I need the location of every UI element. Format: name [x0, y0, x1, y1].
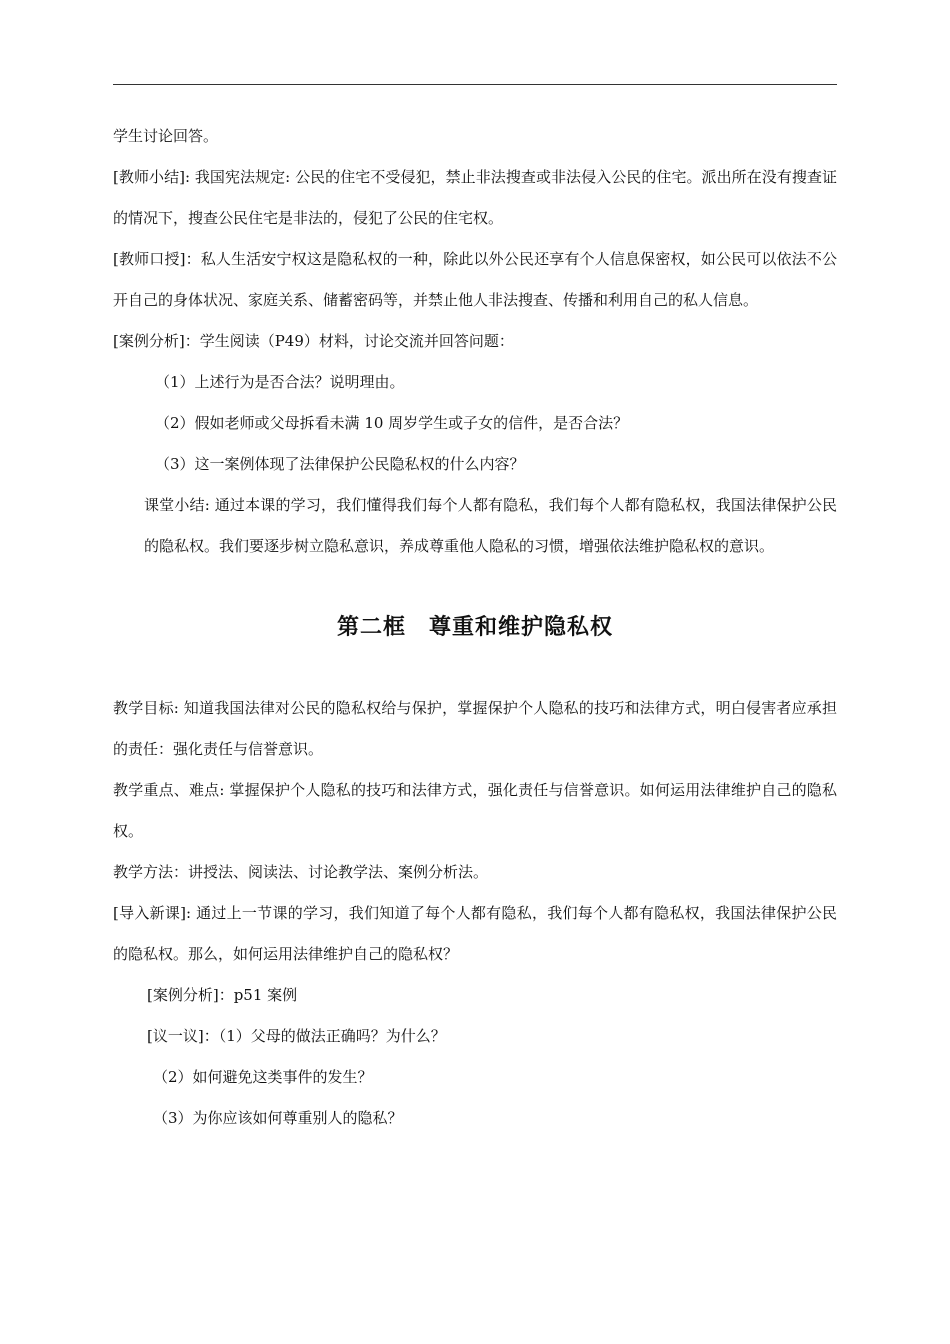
case-reference-line: [案例分析]：p51 案例: [147, 986, 298, 1004]
student-answer-line: 学生讨论回答。: [113, 127, 219, 145]
question-1: （1）上述行为是否合法？说明理由。: [155, 373, 405, 391]
teaching-method-paragraph: 教学方法：讲授法、阅读法、讨论教学法、案例分析法。: [113, 863, 489, 881]
case-analysis-paragraph: [案例分析]：学生阅读（P49）材料，讨论交流并回答问题：: [113, 332, 514, 350]
header-rule: [113, 84, 837, 85]
discussion-question-2: （2）如何避免这类事件的发生？: [153, 1068, 373, 1086]
section-title: 第二框 尊重和维护隐私权: [336, 615, 613, 640]
class-summary-paragraph: 课堂小结: 通过本课的学习，我们懂得我们每个人都有隐私，我们每个人都有隐私权，我国法律保护公民的隐私权。我们要逐步树立隐私意识，养成尊重他人隐私的习惯，增强依法维护隐私权的意识。: [144, 496, 837, 555]
document-body: [113, 116, 837, 1139]
teaching-goal-paragraph: 教学目标: 知道我国法律对公民的隐私权给与保护，掌握保护个人隐私的技巧和法律方式，明白侵害者应承担的责任：强化责任与信誉意识。: [113, 699, 837, 758]
teacher-summary-paragraph: [教师小结]: 我国宪法规定: 公民的住宅不受侵犯，禁止非法搜查或非法侵入公民的住宅。派出所在没有搜查证的情况下，搜查公民住宅是非法的，侵犯了公民的住宅权。: [113, 168, 837, 227]
question-3: （3）这一案例体现了法律保护公民隐私权的什么内容？: [155, 455, 525, 473]
discussion-question-1: [议一议]：（1）父母的做法正确吗？为什么？: [147, 1027, 446, 1045]
key-difficulty-paragraph: 教学重点、难点: 掌握保护个人隐私的技巧和法律方式，强化责任与信誉意识。如何运用法律维护自己的隐私权。: [113, 781, 837, 840]
intro-paragraph: [导入新课]: 通过上一节课的学习，我们知道了每个人都有隐私，我们每个人都有隐私权，我国法律保护公民的隐私权。那么，如何运用法律维护自己的隐私权？: [113, 904, 837, 963]
question-2: （2）假如老师或父母拆看未满 10 周岁学生或子女的信件，是否合法？: [155, 414, 629, 432]
teacher-lecture-paragraph: [教师口授]：私人生活安宁权这是隐私权的一种，除此以外公民还享有个人信息保密权，如公民可以依法不公开自己的身体状况、家庭关系、储蓄密码等，并禁止他人非法搜查、传播和利用自己的私人信息。: [113, 250, 837, 309]
discussion-question-3: （3）为你应该如何尊重别人的隐私？: [153, 1109, 403, 1127]
